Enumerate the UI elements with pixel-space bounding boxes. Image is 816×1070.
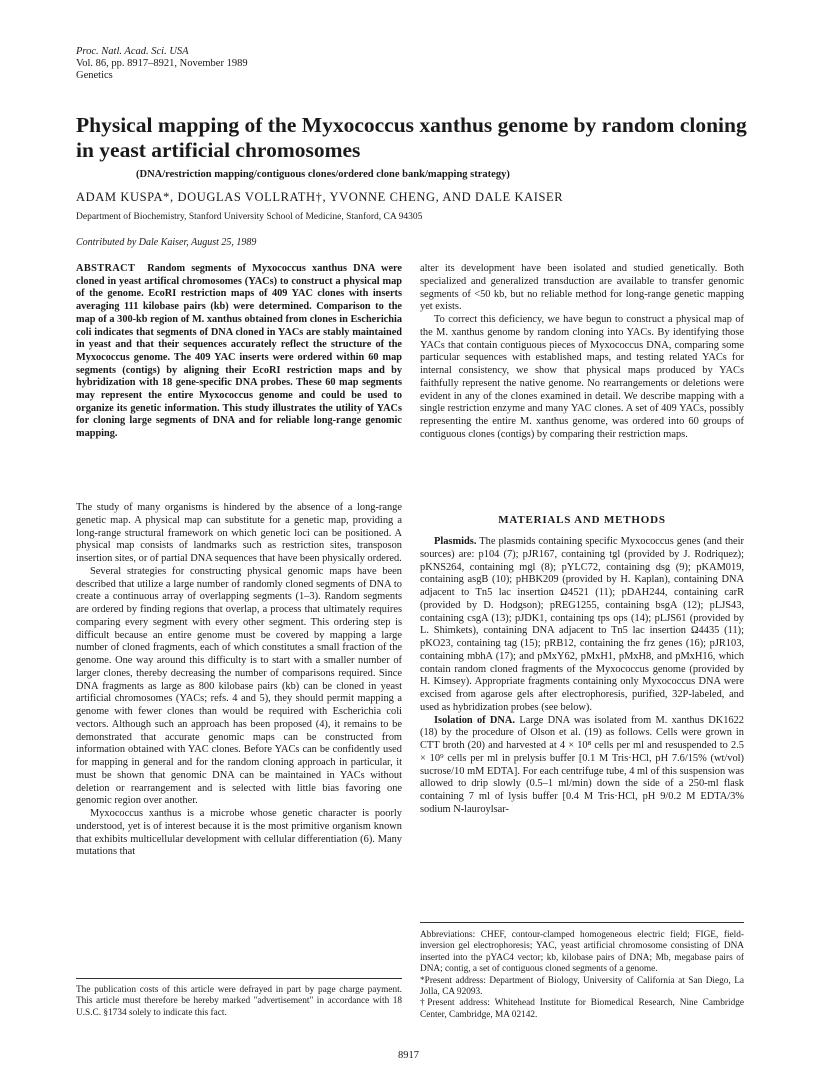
plasmids-text: The plasmids containing specific Myxococcus genes (and their sources) are: p104 (7); pJR167, containing tgl (provided by J. Rodriquez); pKNS264, containing mgl (8); pYLC72, containing dsg (9); pKAM019, containing asgB (10); pHBK209 (provided by H. Kaplan), containing DNA adjacent to Tn5 lac insertion Ω4521 (11); pDAH244, containing carR (provided by D. Hodgson); pREG1255, containing bsgA (12); pLJS43, containing csgA (13); pJDK1, containing tps ops (14); pLJS61 (provided by L. Shimkets), containing DNA adjacent to Tn5 lac insertion Ω4435 (11); pKO23, containing tag (15); pRB12, containing the frz genes (16); pJR103, containing mbhA (17); and pMxY62, pMxH1, pMxH8, and pMxH16, which contain random cloned fragments of the Myxococcus genome (provided by H. Kimsey). Appropriate fragments containing only Myxococcus DNA were excised from agarose gels after electrophoresis, purified, 32P-labeled, and used as hybridization probes (see below). — [420, 536, 744, 713]
keywords-subtitle: (DNA/restriction mapping/contiguous clones/ordered clone bank/mapping strategy) — [136, 169, 510, 180]
affiliation: Department of Biochemistry, Stanford University School of Medicine, Stanford, CA 94305 — [76, 212, 423, 222]
isolation-text: Large DNA was isolated from M. xanthus DK1622 (18) by the procedure of Olson et al. (19) as follows. Cells were grown in CTT broth (20) and harvested at 4 × 10⁸ cells per ml and resuspended to 2.5 × 10⁹ cells per ml in prelysis buffer [0.1 M Tris·HCl, pH 7.6/15% (wt/vol) sucrose/10 mM EDTA]. For each centrifuge tube, 4 ml of this suspension was allowed to drip slowly (0.5–1 ml/min) down the side of a 250-ml flask containing 7 ml of lysis buffer [0.4 M Tris·HCl, pH 9/0.2 M EDTA/3% sodium N-lauroylsar- — [420, 714, 744, 815]
intro-paragraph: Several strategies for constructing physical genomic maps have been described that utilize a large number of randomly cloned segments of DNA to create a continuous array of overlapping segments (1–3). Random segments are ordered by finding regions that overlap, a process that ultimately requires comparing every segment with every other segment. This ordering step is difficult because an entire genome must be covered by mapping a large number of cloned fragments, each of which constitutes a small fraction of the genome. One way around this difficulty is to start with a smaller number of larger clones, thereby decreasing the number of comparisons required. Since DNA fragments as large as 800 kilobase pairs (kb) can be cloned in yeast artificial chromosomes (YACs; refs. 4 and 5), they should permit mapping a genome with fewer clones than would be required with Escherichia coli vectors. Although such an approach has been proposed (4), it remains to be demonstrated that accurate genomic maps can be constructed from information obtained with YAC clones. Before YACs can be confidently used for mapping in general and for the random cloning approach in particular, it must be shown that genomic DNA can be maintained in YACs without deletion or rearrangement and is selected with little bias favoring one genomic region over another. — [76, 565, 402, 807]
page-number: 8917 — [398, 1050, 419, 1061]
abstract — [76, 263, 402, 441]
article-title: Physical mapping of the Myxococcus xanthus genome by random cloning in yeast artificial chromosomes — [76, 113, 747, 162]
charge-notice: The publication costs of this article were defrayed in part by page charge payment. This article must therefore be hereby marked "advertisement" in accordance with 18 U.S.C. §1734 solely to indicate this fact. — [76, 985, 402, 1018]
charge-notice-box — [76, 978, 402, 1035]
footnote: *Present address: Department of Biology, University of California at San Diego, La Jolla, CA 92093. — [420, 975, 744, 998]
footnotes — [420, 930, 744, 1021]
intro-column — [76, 502, 402, 859]
section-label: Genetics — [76, 70, 113, 81]
footnote: Abbreviations: CHEF, contour-clamped homogeneous electric field; FIGE, field-inversion gel electrophoresis; YAC, yeast artificial chromosome consisting of DNA inserted into the pYAC4 vector; kb, kilobase pairs of DNA; Mb, megabase pairs of DNA; contig, a set of contiguous cloned segments of a genome. — [420, 930, 744, 975]
footnote: †Present address: Whitehead Institute for Biomedical Research, Nine Cambridge Center, Cambridge, MA 02142. — [420, 998, 744, 1020]
volume-line: Vol. 86, pp. 8917–8921, November 1989 — [76, 58, 248, 69]
plasmids-heading: Plasmids. — [434, 536, 477, 547]
section-heading: MATERIALS AND METHODS — [498, 514, 666, 526]
isolation-heading: Isolation of DNA. — [434, 714, 516, 726]
abstract-text: Random segments of Myxococcus xanthus DNA were cloned in yeast artifical chromosomes (YACs) to construct a physical map of the genome. EcoRI restriction maps of 409 YAC clones with inserts averaging 111 kilobase pairs (kb) were determined. Comparison to the map of a 300-kb region of M. xanthus obtained from clones in Escherichia coli indicates that segments of DNA cloned in YACs are stably maintained in yeast and that their sequences accurately reflect the structure of the Myxococcus genome. The 409 YAC inserts were ordered within 60 map segments (contigs) by aligning their EcoRI restriction maps and by hybridization with 18 gene-specific DNA probes. These 60 map segments may represent the entire Myxococcus genome and could be used to organize its genetic information. This study illustrates the utility of YACs for cloning large segments of DNA and for reliable long-range genomic mapping. — [76, 263, 402, 440]
author-list: ADAM KUSPA*, DOUGLAS VOLLRATH†, YVONNE CHENG, AND DALE KAISER — [76, 190, 564, 204]
methods-column — [420, 536, 744, 817]
intro-paragraph: alter its development have been isolated and studied genetically. Both specialized and generalized transduction are available to transfer genomic segments of <50 kb, but no reliable method for long-range genetic mapping yet exists. — [420, 263, 744, 313]
intro-paragraph: The study of many organisms is hindered by the absence of a long-range genetic map. A physical map can substitute for a genetic map, providing a long-range structural framework on which genetic loci can be positioned. A physical map consists of landmarks such as restriction sites, transposon insertion sites, or of partial DNA sequences that have been physically ordered. — [76, 502, 402, 564]
abstract-label: ABSTRACT — [76, 263, 136, 274]
intro-paragraph: To correct this deficiency, we have begun to construct a physical map of the M. xanthus genome by random cloning into YACs. By identifying those YACs that contain contiguous pieces of Myxococcus DNA, comparing some particular sequences with established maps, and testing related YACs for internal consistency, we show that physical maps produced by YACs faithfully represent the native genome. No rearrangements or deletions were evident in any of the clones examined in detail. We describe mapping with a single restriction enzyme and many YAC clones. A set of 409 YACs, possibly representing the entire M. xanthus genome, was ordered into 60 groups of contiguous clones (contigs) by comparing their restriction maps. — [420, 314, 744, 440]
intro-paragraph: Myxococcus xanthus is a microbe whose genetic character is poorly understood, yet is of interest because it is the most primitive organism known that exhibits multicellular development with cellular differentiation (6). Many mutations that — [76, 808, 402, 858]
contributed-by: Contributed by Dale Kaiser, August 25, 1989 — [76, 237, 257, 248]
intro-column-continued — [420, 263, 744, 442]
footnote-divider — [420, 922, 744, 923]
isolation-paragraph — [420, 715, 744, 817]
journal-header — [76, 46, 248, 82]
plasmids-paragraph — [420, 536, 744, 715]
journal-name: Proc. Natl. Acad. Sci. USA — [76, 46, 189, 57]
